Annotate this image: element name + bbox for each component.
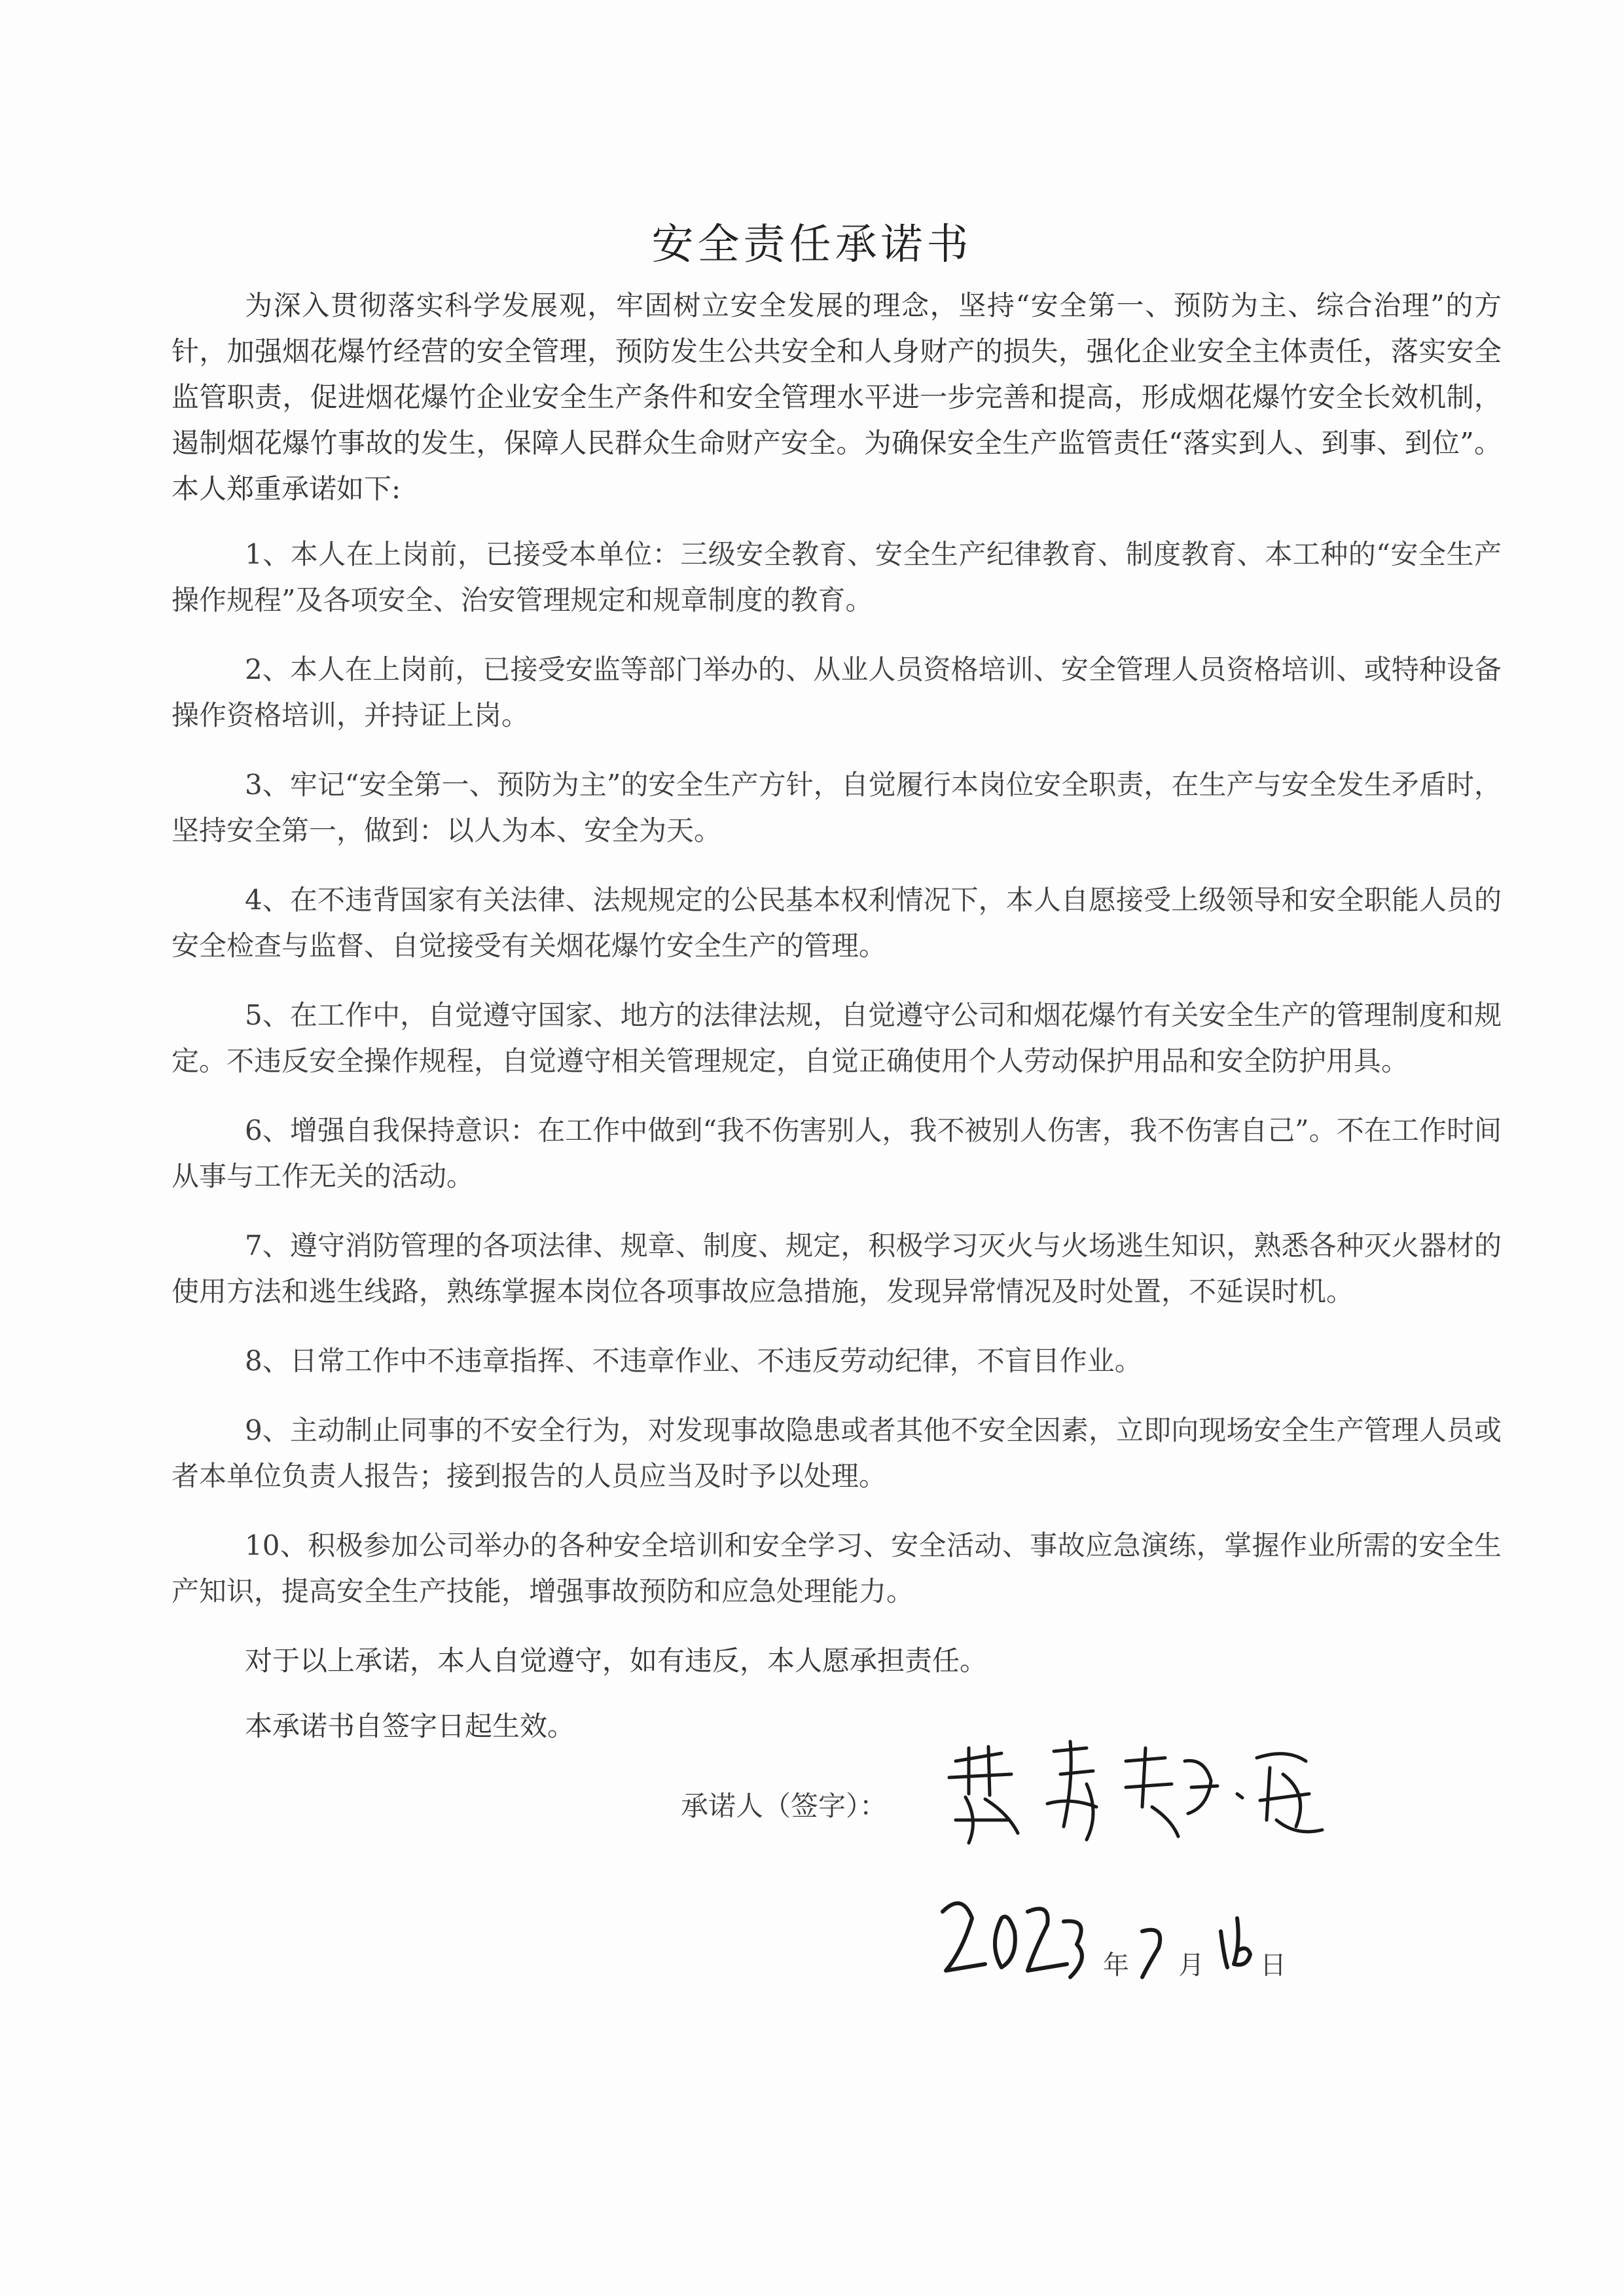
commitment-item-5: 5、在工作中，自觉遵守国家、地方的法律法规，自觉遵守公司和烟花爆竹有关安全生产的管理制度和规定。不违反安全操作规程，自觉遵守相关管理规定，自觉正确使用个人劳动保护用品和安全防护用具。 <box>171 999 1502 1077</box>
handwritten-day <box>1211 1905 1257 1977</box>
signature-block <box>681 1761 1532 2010</box>
signature-label: 承诺人（签字）： <box>681 1790 888 1822</box>
date-month-suffix: 月 <box>1178 1950 1204 1980</box>
closing-statement: 对于以上承诺，本人自觉遵守，如有违反，本人愿承担责任。 <box>245 1645 988 1677</box>
commitment-item-9: 9、主动制止同事的不安全行为，对发现事故隐患或者其他不安全因素，立即向现场安全生产管理人员或者本单位负责人报告；接到报告的人员应当及时予以处理。 <box>171 1414 1502 1492</box>
commitment-item-2: 2、本人在上岗前，已接受安监等部门举办的、从业人员资格培训、安全管理人员资格培训、或特种设备操作资格培训，并持证上岗。 <box>171 653 1502 731</box>
signature-date <box>936 1872 1394 2003</box>
handwritten-signature <box>929 1722 1335 1853</box>
commitment-item-3: 3、牢记“安全第一、预防为主”的安全生产方针，自觉履行本岗位安全职责，在生产与安全发生矛盾时，坚持安全第一，做到：以人为本、安全为天。 <box>171 769 1502 847</box>
commitment-item-6: 6、增强自我保持意识：在工作中做到“我不伤害别人，我不被别人伤害，我不伤害自己”。不在工作时间从事与工作无关的活动。 <box>171 1114 1502 1192</box>
commitment-item-4: 4、在不违背国家有关法律、法规规定的公民基本权利情况下，本人自愿接受上级领导和安全职能人员的安全检查与监督、自觉接受有关烟花爆竹安全生产的管理。 <box>171 884 1502 962</box>
commitment-item-10: 10、积极参加公司举办的各种安全培训和安全学习、安全活动、事故应急演练，掌握作业所需的安全生产知识，提高安全生产技能，增强事故预防和应急处理能力。 <box>171 1529 1502 1607</box>
commitment-item-8: 8、日常工作中不违章指挥、不违章作业、不违反劳动纪律，不盲目作业。 <box>245 1345 1142 1377</box>
document-title: 安全责任承诺书 <box>651 221 973 269</box>
commitment-item-7: 7、遵守消防管理的各项法律、规章、制度、规定，积极学习灭火与火场逃生知识，熟悉各种灭火器材的使用方法和逃生线路，熟练掌握本岗位各项事故应急措施，发现异常情况及时处置，不延误时机。 <box>171 1230 1502 1307</box>
effective-statement: 本承诺书自签字日起生效。 <box>245 1710 575 1742</box>
handwritten-year <box>936 1872 1093 1990</box>
date-year-suffix: 年 <box>1103 1950 1129 1980</box>
document-body <box>171 283 1502 1769</box>
handwritten-month <box>1136 1912 1175 1990</box>
commitment-item-1: 1、本人在上岗前，已接受本单位：三级安全教育、安全生产纪律教育、制度教育、本工种的“安全生产操作规程”及各项安全、治安管理规定和规章制度的教育。 <box>171 538 1502 616</box>
intro-paragraph: 为深入贯彻落实科学发展观，牢固树立安全发展的理念，坚持“安全第一、预防为主、综合治理”的方针，加强烟花爆竹经营的安全管理，预防发生公共安全和人身财产的损失，强化企业安全主体责任，落实安全监管职责，促进烟花爆竹企业安全生产条件和安全管理水平进一步完善和提高，形成烟花爆竹安全长效机制，遏制烟花爆竹事故的发生，保障人民群众生命财产安全。为确保安全生产监管责任“落实到人、到事、到位”。本人郑重承诺如下: <box>171 289 1502 505</box>
date-day-suffix: 日 <box>1260 1950 1286 1980</box>
